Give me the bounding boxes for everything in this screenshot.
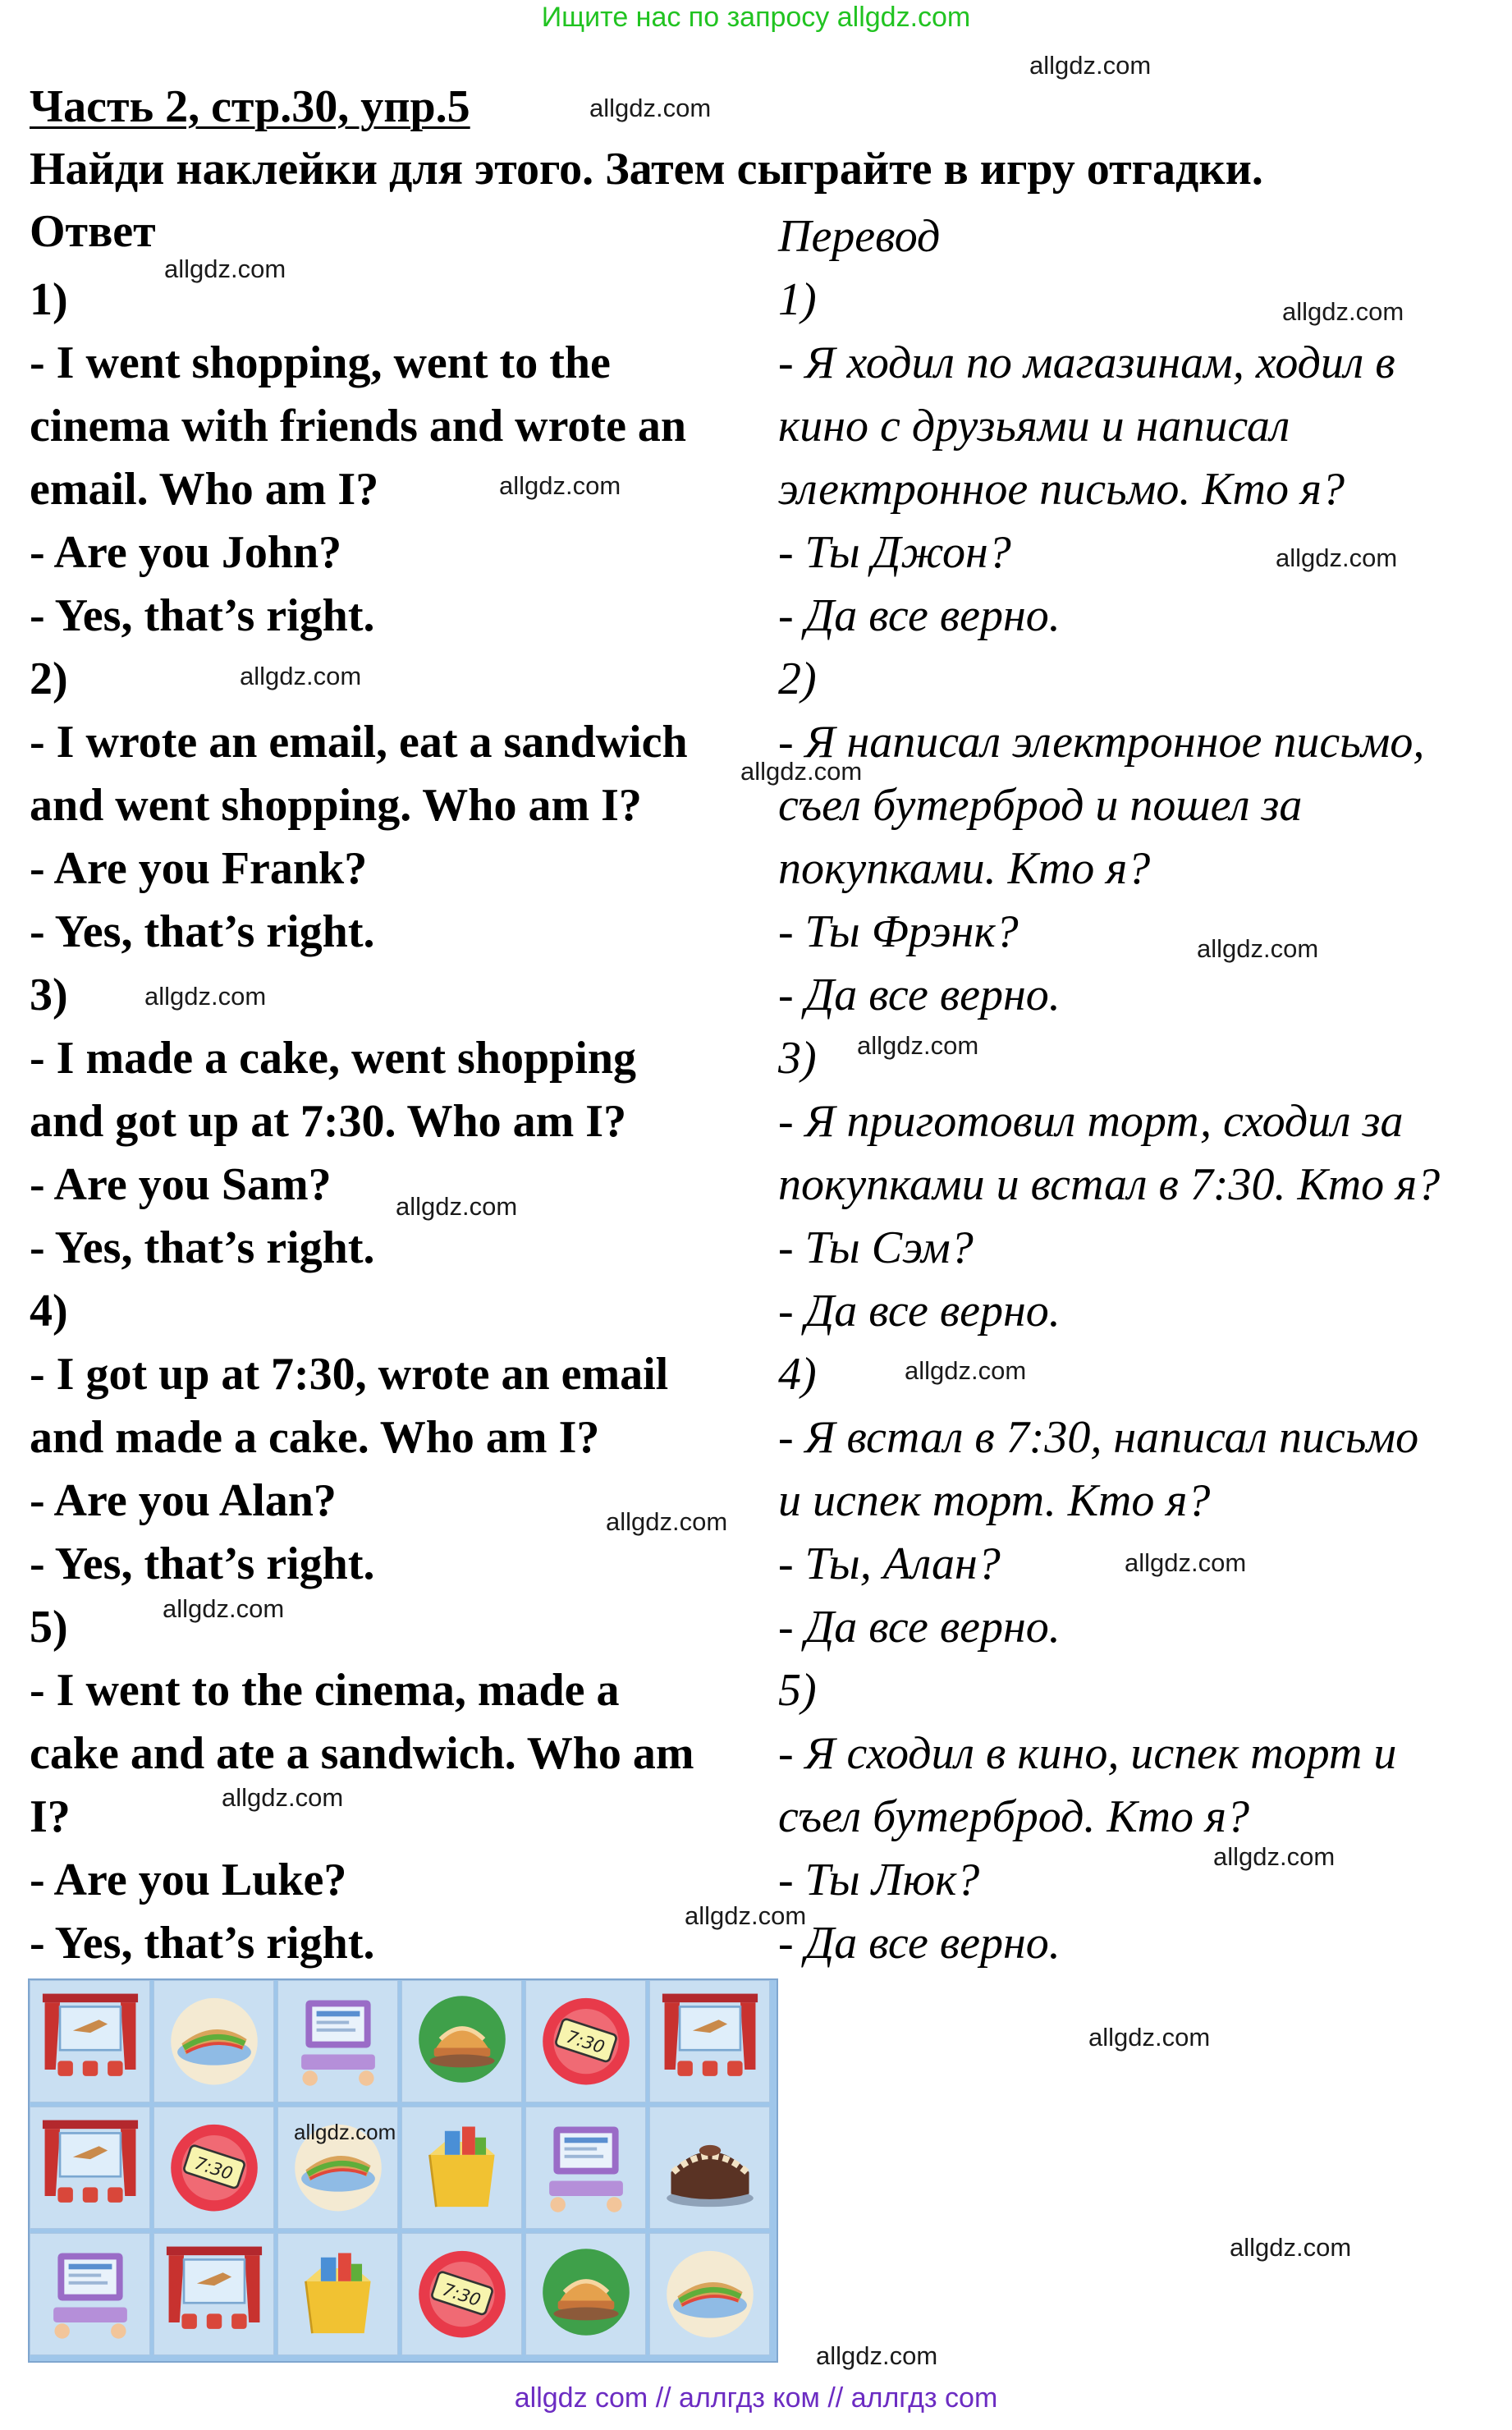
english-line: cinema with friends and wrote an <box>30 401 687 452</box>
sticker-clock <box>153 2107 274 2229</box>
watermark: allgdz.com <box>1088 2023 1211 2052</box>
russian-line: - Я встал в 7:30, написал письмо <box>778 1412 1419 1463</box>
cinema-icon <box>160 2238 268 2350</box>
english-line: - Yes, that’s right. <box>30 906 375 957</box>
russian-line: съел бутерброд и пошел за <box>778 780 1303 831</box>
russian-translation-column <box>778 268 1440 1975</box>
sandwich-icon <box>656 2238 764 2350</box>
sandwich-icon <box>160 1985 268 2098</box>
shopping-box-icon <box>408 2111 516 2224</box>
english-line: - I went shopping, went to the <box>30 337 611 388</box>
english-line: - I went to the cinema, made a <box>30 1665 620 1716</box>
cake-dome-icon <box>408 1985 516 2098</box>
cake-dome-icon <box>532 2238 640 2350</box>
watermark: allgdz.com <box>294 2120 396 2144</box>
watermark: allgdz.com <box>685 1901 807 1930</box>
clock-icon <box>532 1985 640 2098</box>
watermark: allgdz.com <box>816 2341 938 2370</box>
watermark: allgdz.com <box>163 1594 285 1623</box>
shopping-box-icon <box>284 2238 392 2350</box>
sticker-cinema <box>153 2233 274 2355</box>
russian-line: кино с друзьями и написал <box>778 401 1290 452</box>
english-line: - I made a cake, went shopping <box>30 1033 636 1084</box>
russian-line: - Я приготовил торт, сходил за <box>778 1096 1404 1147</box>
sticker-shopping-box <box>401 2107 522 2229</box>
answer-heading: Ответ <box>30 206 156 257</box>
english-line: - Yes, that’s right. <box>30 590 375 641</box>
watermark: allgdz.com <box>1276 543 1398 572</box>
russian-line: покупками и встал в 7:30. Кто я? <box>778 1159 1441 1210</box>
computer-icon <box>284 1985 392 2098</box>
russian-line: - Ты, Алан? <box>778 1538 1001 1589</box>
bottom-banner: allgdz com // аллгдз ком // аллгдз com <box>514 2382 998 2414</box>
sticker-sandwich <box>649 2233 770 2355</box>
watermark: allgdz.com <box>164 254 286 283</box>
russian-line: съел бутерброд. Кто я? <box>778 1791 1250 1842</box>
russian-line: - Да все верно. <box>778 970 1061 1020</box>
watermark: allgdz.com <box>606 1507 728 1536</box>
watermark: allgdz.com <box>1125 1548 1247 1577</box>
russian-line: - Да все верно. <box>778 1602 1061 1653</box>
english-line: and got up at 7:30. Who am I? <box>30 1096 627 1147</box>
clock-icon <box>408 2238 516 2350</box>
russian-line: 3) <box>778 1033 817 1084</box>
english-line: and made a cake. Who am I? <box>30 1412 600 1463</box>
russian-line: 2) <box>778 653 817 704</box>
english-line: cake and ate a sandwich. Who am <box>30 1728 694 1779</box>
watermark: allgdz.com <box>499 471 621 500</box>
russian-line: покупками. Кто я? <box>778 843 1151 894</box>
russian-line: - Я ходил по магазинам, ходил в <box>778 337 1395 388</box>
russian-line: электронное письмо. Кто я? <box>778 464 1345 515</box>
svg-text:7:30: 7:30 <box>191 2152 236 2185</box>
sticker-cake <box>649 2107 770 2229</box>
watermark: allgdz.com <box>905 1356 1027 1385</box>
english-line: - I got up at 7:30, wrote an email <box>30 1349 669 1400</box>
sticker-cake-dome <box>525 2233 646 2355</box>
watermark: allgdz.com <box>240 662 362 690</box>
russian-line: - Я сходил в кино, испек торт и <box>778 1728 1397 1779</box>
watermark: allgdz.com <box>144 982 267 1011</box>
watermark: allgdz.com <box>396 1192 518 1221</box>
sticker-clock <box>525 1980 646 2102</box>
svg-text:7:30: 7:30 <box>439 2278 483 2311</box>
russian-line: 5) <box>778 1665 817 1716</box>
russian-line: - Ты Сэм? <box>778 1222 974 1273</box>
english-line: - Are you Luke? <box>30 1855 347 1905</box>
english-line: - Yes, that’s right. <box>30 1918 375 1969</box>
computer-icon <box>36 2238 144 2350</box>
russian-line: - Да все верно. <box>778 1918 1061 1969</box>
cinema-icon <box>36 1985 144 2098</box>
watermark: allgdz.com <box>589 94 712 122</box>
cake-icon <box>656 2111 764 2224</box>
sticker-sandwich <box>153 1980 274 2102</box>
watermark: allgdz.com <box>1282 297 1404 326</box>
english-line: I? <box>30 1791 71 1842</box>
english-line: 4) <box>30 1286 68 1336</box>
sticker-shopping-box <box>277 2233 398 2355</box>
watermark: allgdz.com <box>1230 2233 1352 2262</box>
russian-line: - Ты Джон? <box>778 527 1011 578</box>
english-line: - Are you Sam? <box>30 1159 332 1210</box>
russian-line: - Ты Люк? <box>778 1855 980 1905</box>
svg-text:7:30: 7:30 <box>563 2025 607 2058</box>
english-line: - Yes, that’s right. <box>30 1222 375 1273</box>
task-instruction: Найди наклейки для этого. Затем сыграйте в игру отгадки. <box>30 144 1263 195</box>
sticker-cake-dome <box>401 1980 522 2102</box>
page-title: Часть 2, стр.30, упр.5 <box>30 81 470 132</box>
english-line: and went shopping. Who am I? <box>30 780 642 831</box>
english-line: 1) <box>30 274 68 325</box>
english-line: - Are you Alan? <box>30 1475 337 1526</box>
russian-line: - Я написал электронное письмо, <box>778 717 1425 768</box>
english-line: email. Who am I? <box>30 464 379 515</box>
english-line: - Are you Frank? <box>30 843 368 894</box>
english-line: 2) <box>30 653 68 704</box>
sticker-computer <box>277 1980 398 2102</box>
sticker-computer <box>30 2233 150 2355</box>
clock-icon <box>160 2111 268 2224</box>
russian-line: - Да все верно. <box>778 590 1061 641</box>
russian-line: 1) <box>778 274 817 325</box>
sticker-cinema <box>30 2107 150 2229</box>
sticker-cinema <box>30 1980 150 2102</box>
watermark: allgdz.com <box>740 757 863 786</box>
russian-line: 4) <box>778 1349 817 1400</box>
watermark: allgdz.com <box>222 1783 344 1812</box>
english-line: - I wrote an email, eat a sandwich <box>30 717 688 768</box>
watermark: allgdz.com <box>1213 1842 1336 1871</box>
english-line: - Are you John? <box>30 527 342 578</box>
sticker-computer <box>525 2107 646 2229</box>
watermark: allgdz.com <box>1029 51 1152 80</box>
computer-icon <box>532 2111 640 2224</box>
english-answer-column <box>30 268 694 1975</box>
watermark: allgdz.com <box>1197 934 1319 963</box>
russian-line: - Да все верно. <box>778 1286 1061 1336</box>
top-banner: Ищите нас по запросу allgdz.com <box>541 2 971 33</box>
sticker-cinema <box>649 1980 770 2102</box>
sticker-clock <box>401 2233 522 2355</box>
cinema-icon <box>656 1985 764 2098</box>
russian-line: - Ты Фрэнк? <box>778 906 1019 957</box>
translation-heading: Перевод <box>778 211 941 262</box>
english-line: - Yes, that’s right. <box>30 1538 375 1589</box>
english-line: 3) <box>30 970 68 1020</box>
english-line: 5) <box>30 1602 68 1653</box>
cinema-icon <box>36 2111 144 2224</box>
sticker-sheet <box>28 1978 778 2363</box>
watermark: allgdz.com <box>857 1031 979 1060</box>
russian-line: и испек торт. Кто я? <box>778 1475 1211 1526</box>
